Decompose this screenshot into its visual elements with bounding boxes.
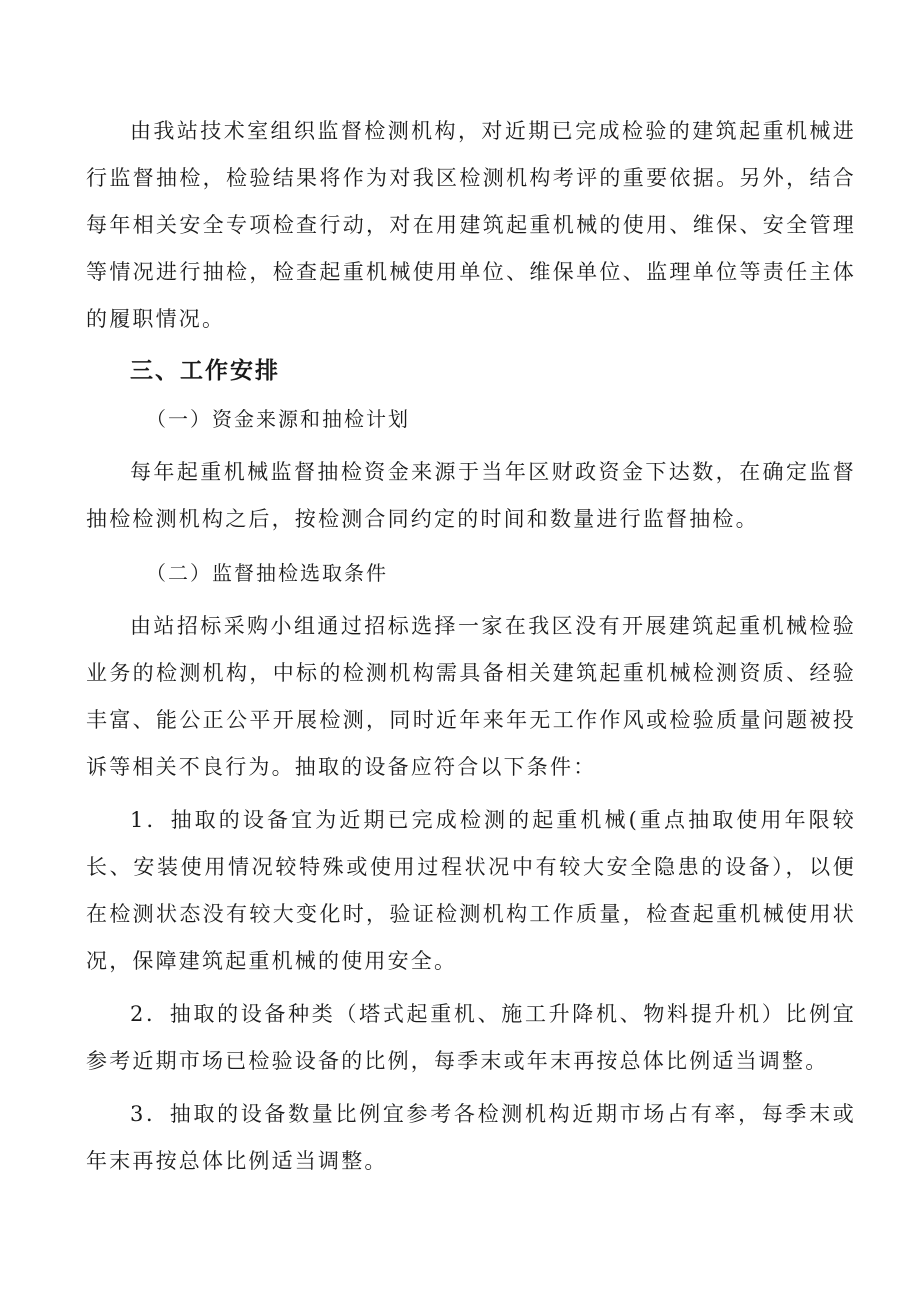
section-heading-work-arrangement: 三、工作安排 <box>130 358 280 384</box>
subheading-funding-plan: （一）资金来源和抽检计划 <box>146 407 410 431</box>
paragraph-selection-process: 由站招标采购小组通过招标选择一家在我区没有开展建筑起重机械检验业务的检测机构，中标的检测机构需具备相关建筑起重机械检测资质、经验丰富、能公正公平开展检测，同时近年来年无工作作风或检验质量问题被投诉等相关不良行为。抽取的设备应符合以下条件： <box>86 614 856 779</box>
subheading-selection-conditions: （二）监督抽检选取条件 <box>146 561 388 585</box>
list-item-condition-3: 3．抽取的设备数量比例宜参考各检测机构近期市场占有率，每季末或年末再按总体比例适当调整。 <box>86 1102 856 1173</box>
paragraph-funding-source: 每年起重机械监督抽检资金来源于当年区财政资金下达数，在确定监督抽检检测机构之后，按检测合同约定的时间和数量进行监督抽检。 <box>86 460 856 531</box>
list-item-condition-2: 2．抽取的设备种类（塔式起重机、施工升降机、物料提升机）比例宜参考近期市场已检验设备的比例，每季末或年末再按总体比例适当调整。 <box>86 1002 856 1073</box>
document-body <box>86 108 856 1185</box>
paragraph-supervision-overview: 由我站技术室组织监督检测机构，对近期已完成检验的建筑起重机械进行监督抽检，检验结果将作为对我区检测机构考评的重要依据。另外，结合每年相关安全专项检查行动，对在用建筑起重机械的使用、维保、安全管理等情况进行抽检，检查起重机械使用单位、维保单位、监理单位等责任主体的履职情况。 <box>86 119 856 331</box>
list-item-condition-1: 1．抽取的设备宜为近期已完成检测的起重机械(重点抽取使用年限较长、安装使用情况较特殊或使用过程状况中有较大安全隐患的设备），以便在检测状态没有较大变化时，验证检测机构工作质量，检查起重机械使用状况，保障建筑起重机械的使用安全。 <box>86 808 856 973</box>
